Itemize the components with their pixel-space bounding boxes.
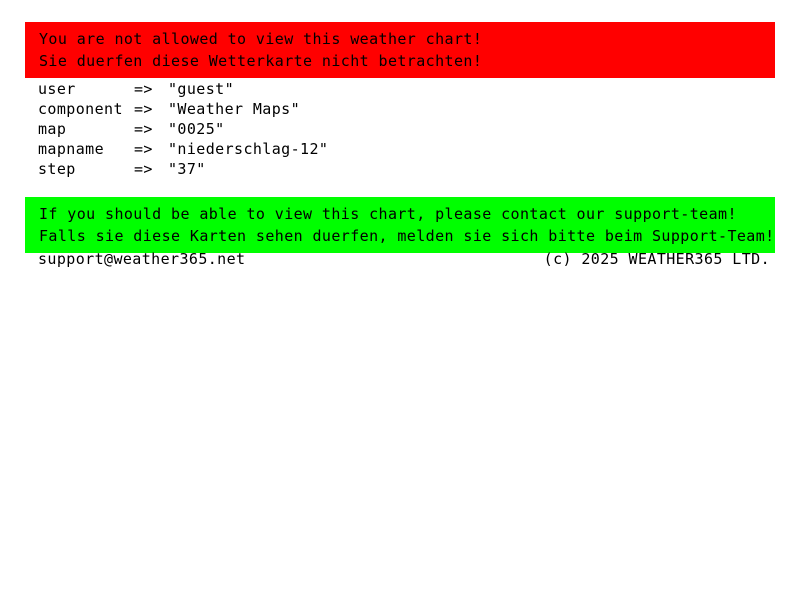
parameter-row-user <box>38 79 328 99</box>
footer <box>38 249 770 269</box>
parameter-row-map <box>38 119 328 139</box>
parameter-key: map <box>38 120 67 138</box>
error-banner <box>25 22 775 78</box>
info-banner-line-en: If you should be able to view this chart, please contact our support-team! <box>39 205 737 223</box>
support-email[interactable]: support@weather365.net <box>38 250 246 268</box>
parameter-key: step <box>38 160 76 178</box>
parameter-arrow: => <box>134 140 153 158</box>
parameter-value: "37" <box>168 160 206 178</box>
parameter-value: "Weather Maps" <box>168 100 301 118</box>
error-banner-line-de: Sie duerfen diese Wetterkarte nicht betrachten! <box>39 52 483 70</box>
parameter-arrow: => <box>134 100 153 118</box>
error-banner-line-en: You are not allowed to view this weather chart! <box>39 30 483 48</box>
info-banner <box>25 197 775 253</box>
parameter-row-mapname <box>38 139 328 159</box>
parameter-row-component <box>38 99 328 119</box>
copyright-notice: (c) 2025 WEATHER365 LTD. <box>543 250 770 268</box>
parameter-key: component <box>38 100 123 118</box>
parameter-row-step <box>38 159 328 179</box>
parameter-list <box>38 79 328 179</box>
parameter-value: "niederschlag-12" <box>168 140 329 158</box>
parameter-arrow: => <box>134 160 153 178</box>
parameter-value: "guest" <box>168 80 235 98</box>
parameter-value: "0025" <box>168 120 225 138</box>
info-banner-line-de: Falls sie diese Karten sehen duerfen, melden sie sich bitte beim Support-Team! <box>39 227 775 245</box>
parameter-key: user <box>38 80 76 98</box>
parameter-arrow: => <box>134 80 153 98</box>
parameter-key: mapname <box>38 140 105 158</box>
parameter-arrow: => <box>134 120 153 138</box>
